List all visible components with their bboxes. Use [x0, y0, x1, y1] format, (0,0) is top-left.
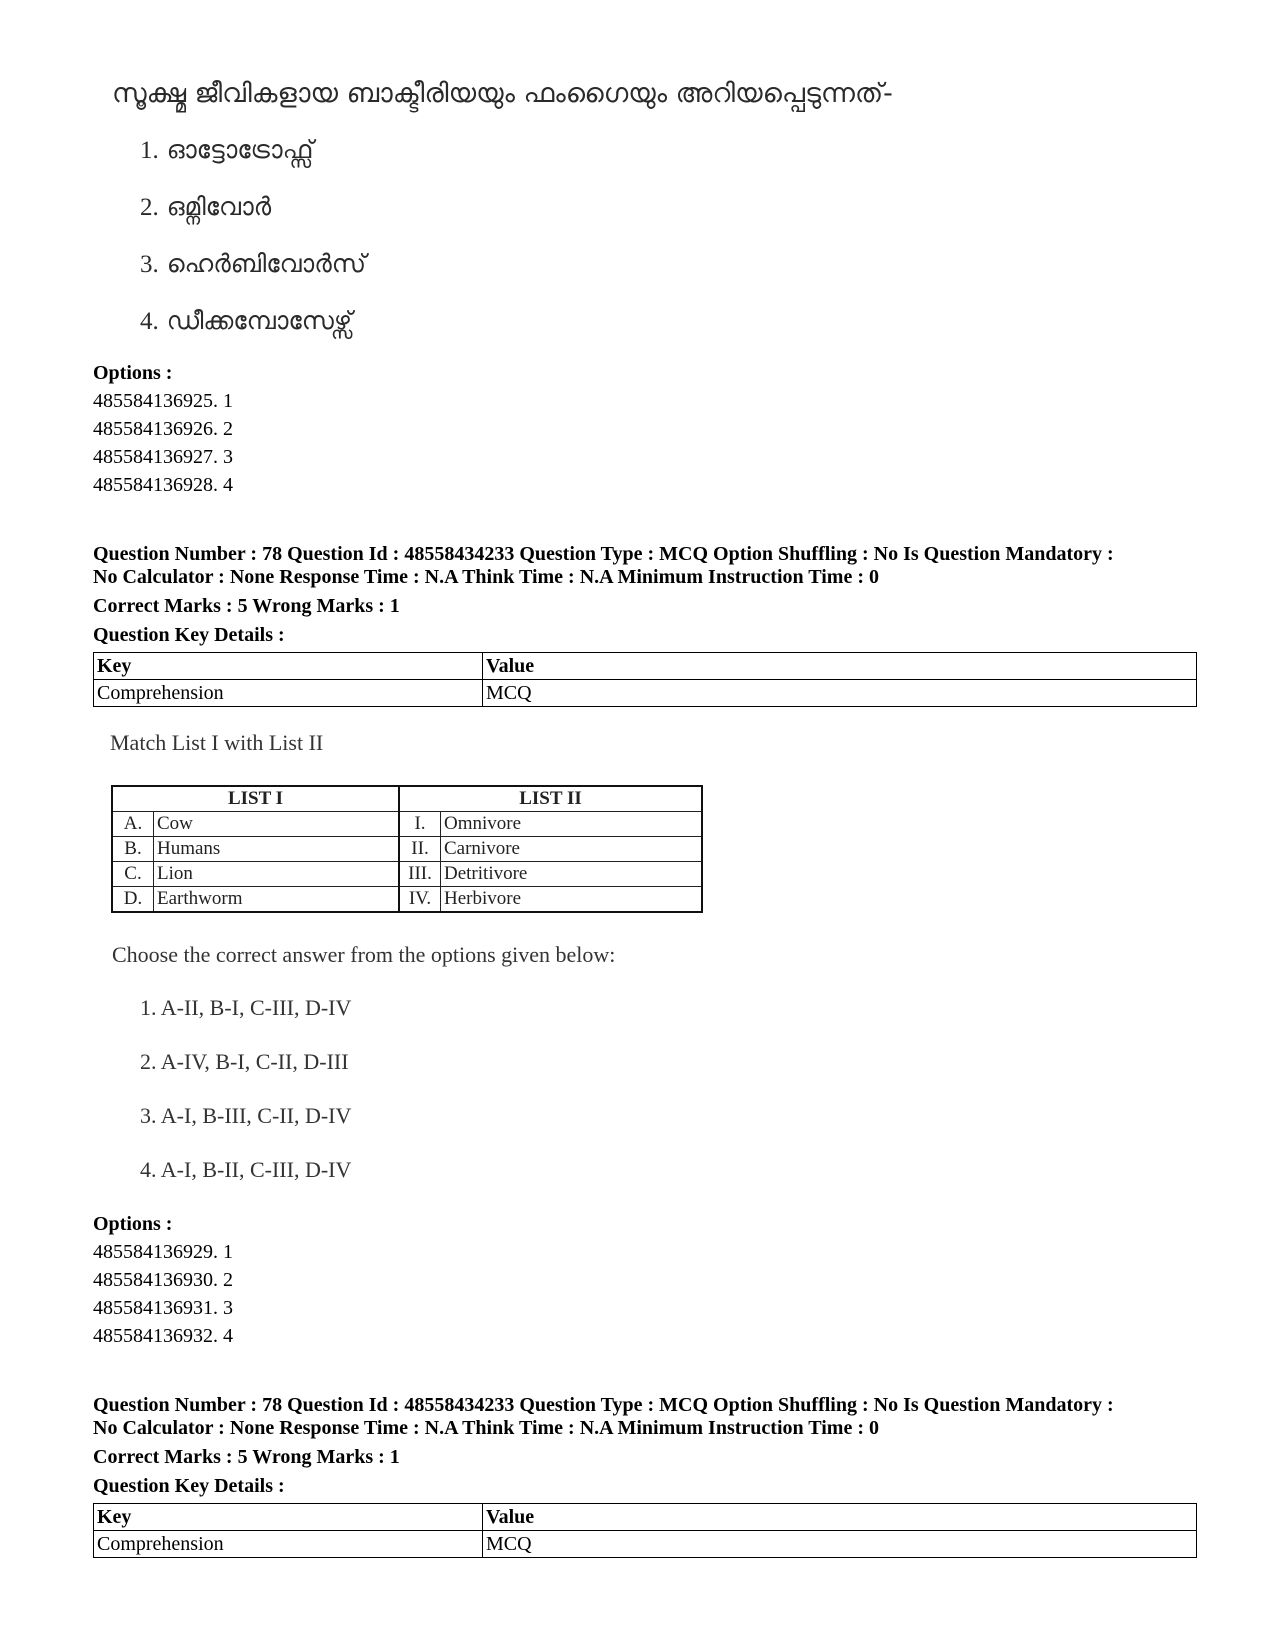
table-header-cell: Value [483, 1504, 1197, 1531]
table-cell: Earthworm [154, 887, 400, 913]
options-label: Options : [93, 1213, 173, 1235]
table-header-row [112, 786, 702, 812]
question-meta-line: Question Number : 78 Question Id : 48558434233 Question Type : MCQ Option Shuffling : No Is Question Mandatory : [93, 1394, 1114, 1416]
choice-number: 2. [140, 194, 159, 221]
choice-1 [140, 135, 313, 165]
option-id-line: 485584136930. 2 [93, 1269, 233, 1291]
choice-3 [140, 249, 366, 279]
answer-choice-4: 4. A-I, B-II, C-III, D-IV [140, 1157, 352, 1182]
option-id-line: 485584136926. 2 [93, 418, 233, 440]
option-id-line: 485584136932. 4 [93, 1325, 233, 1347]
table-cell: Carnivore [441, 837, 703, 862]
answer-choice-3: 3. A-I, B-III, C-II, D-IV [140, 1103, 352, 1128]
table-cell: I. [399, 812, 441, 837]
table-cell: D. [112, 887, 154, 913]
choice-text: ഒമ്നിവോർ [166, 192, 272, 221]
table-cell: MCQ [483, 1531, 1197, 1558]
table-cell: III. [399, 862, 441, 887]
table-cell: B. [112, 837, 154, 862]
table-cell: II. [399, 837, 441, 862]
marks-line: Correct Marks : 5 Wrong Marks : 1 [93, 1446, 400, 1468]
table-cell: A. [112, 812, 154, 837]
table-row [112, 812, 702, 837]
key-details-label: Question Key Details : [93, 624, 285, 646]
table-row [112, 887, 702, 913]
key-details-table [93, 652, 1197, 707]
option-id-line: 485584136925. 1 [93, 390, 233, 412]
table-header-cell: LIST I [112, 786, 399, 812]
choose-instruction: Choose the correct answer from the options given below: [112, 942, 616, 967]
table-header-row [94, 1504, 1197, 1531]
table-cell: Humans [154, 837, 400, 862]
question-meta-line: No Calculator : None Response Time : N.A Think Time : N.A Minimum Instruction Time : 0 [93, 566, 879, 588]
option-id-line: 485584136927. 3 [93, 446, 233, 468]
key-details-table [93, 1503, 1197, 1558]
answer-choice-2: 2. A-IV, B-I, C-II, D-III [140, 1049, 349, 1074]
choice-2 [140, 192, 271, 222]
marks-line: Correct Marks : 5 Wrong Marks : 1 [93, 595, 400, 617]
table-cell: Comprehension [94, 680, 483, 707]
choice-number: 4. [140, 308, 159, 335]
table-header-cell: Value [483, 653, 1197, 680]
option-id-line: 485584136929. 1 [93, 1241, 233, 1263]
table-row [112, 862, 702, 887]
key-details-label: Question Key Details : [93, 1475, 285, 1497]
table-cell: MCQ [483, 680, 1197, 707]
choice-text: ഹെർബിവോർസ് [166, 249, 367, 278]
question-meta [93, 543, 1203, 589]
table-header-cell: Key [94, 1504, 483, 1531]
options-label: Options : [93, 362, 173, 384]
table-cell: Cow [154, 812, 400, 837]
question-meta [93, 1394, 1203, 1440]
question-instruction: Match List I with List II [110, 730, 324, 755]
table-header-cell: LIST II [399, 786, 702, 812]
option-id-line: 485584136931. 3 [93, 1297, 233, 1319]
table-cell: Herbivore [441, 887, 703, 913]
table-header-row [94, 653, 1197, 680]
choice-number: 3. [140, 251, 159, 278]
table-cell: C. [112, 862, 154, 887]
table-cell: Comprehension [94, 1531, 483, 1558]
table-cell: Omnivore [441, 812, 703, 837]
table-row [94, 680, 1197, 707]
table-row [112, 837, 702, 862]
match-list-table [111, 785, 703, 913]
question-meta-line: No Calculator : None Response Time : N.A Think Time : N.A Minimum Instruction Time : 0 [93, 1417, 879, 1439]
table-cell: Detritivore [441, 862, 703, 887]
choice-text: ഡീക്കമ്പോസേഴ്സ് [166, 306, 353, 335]
choice-text: ഓട്ടോട്രോഫ്സ് [166, 135, 314, 164]
table-cell: Lion [154, 862, 400, 887]
choice-4 [140, 306, 352, 336]
choice-number: 1. [140, 137, 159, 164]
table-cell: IV. [399, 887, 441, 913]
table-row [94, 1531, 1197, 1558]
question-stem-malayalam: സൂക്ഷ്മ ജീവികളായ ബാക്ടീരിയയും ഫംഗൈയും അറിയപ്പെടുന്നത്- [112, 78, 893, 109]
question-meta-line: Question Number : 78 Question Id : 48558434233 Question Type : MCQ Option Shuffling : No Is Question Mandatory : [93, 543, 1114, 565]
option-id-line: 485584136928. 4 [93, 474, 233, 496]
answer-choice-1: 1. A-II, B-I, C-III, D-IV [140, 995, 352, 1020]
table-header-cell: Key [94, 653, 483, 680]
